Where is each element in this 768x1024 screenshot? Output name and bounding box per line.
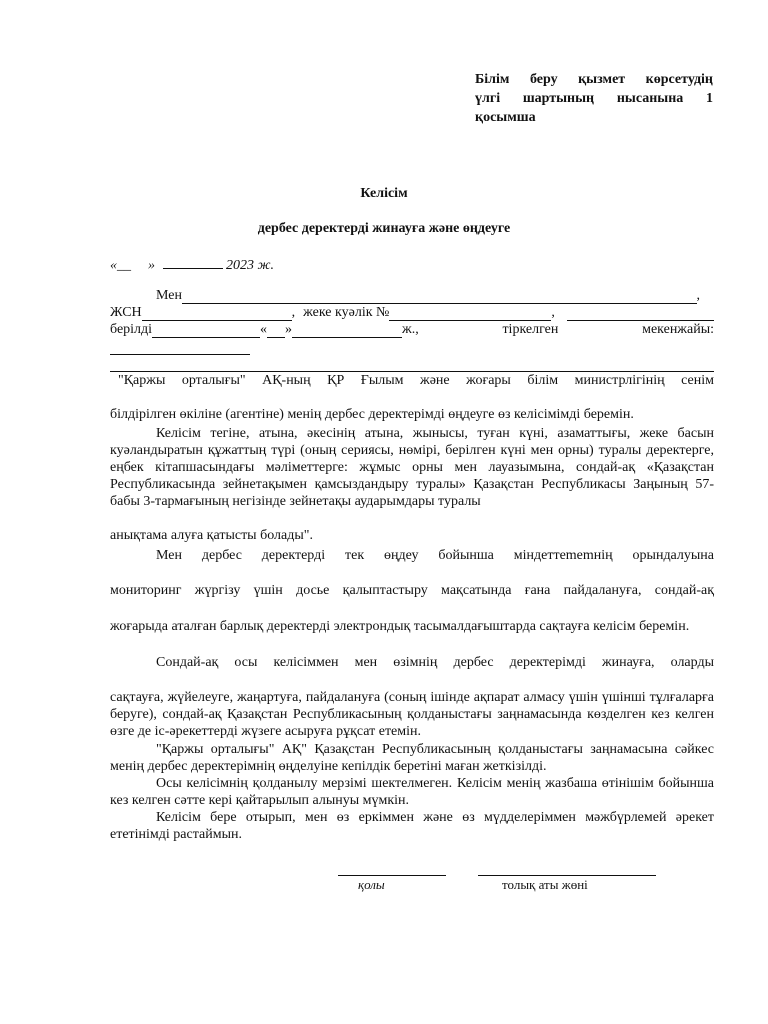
date-close: »: [148, 258, 155, 273]
address-label: мекенжайы:: [642, 322, 714, 337]
personal-form: [110, 287, 714, 372]
address-line: [110, 338, 714, 355]
paragraph-4-rest: сақтауға, жүйелеуге, жаңартуға, пайдалануға (соның ішінде ақпарат алмасу үшін үшінші тұлғаларға беруге), сондай-ақ Қазақстан Республикасының қолданыстағы заңнамасында көзделген кез келген өзге де іс-әрекеттерді жүзеге асыруға рұқсат етемін.: [110, 690, 714, 739]
address-field-2[interactable]: [110, 359, 714, 372]
iin-line: [110, 304, 714, 321]
i-label: Мен: [156, 288, 182, 303]
paragraph-3-line-2: мониторинг жүргізу үшін досье қалыптастыру мақсатында ғана пайдалануға, сондай-ақ: [110, 583, 714, 598]
paragraph-2: Келісім тегіне, атына, әкесінің атына, жынысы, туған күні, азаматтығы, жеке басын куәландыратын құжаттың түрі (оның сериясы, нөмірі, берілген күні мен орны) туралы деректерге, еңбек кітапшасындағы мәліметтерге: жұмыс орны мен лауазымына, сондай-ақ «Қазақстан Республикасында зейнетақымен қамсыздандыру туралы» Қазақстан Республикасы Заңының 57-бабы 3-тармағының негізінде зейнетақы аударымдары туралы: [110, 426, 714, 509]
comma-2: ,: [291, 305, 296, 320]
paragraph-7: Келісім бере отырып, мен өз еркіммен және өз мүдделеріммен мәжбүрлемей әрекет ететінімді растаймын.: [110, 810, 714, 842]
paragraph-1-line-1: "Қаржы орталығы" АҚ-ның ҚР Ғылым және жоғары білім министрлігінің сенім: [118, 373, 714, 388]
issued-label: берілді: [110, 322, 153, 337]
full-name-label: толық аты жөні: [502, 877, 588, 892]
comma-3: ,: [551, 305, 555, 320]
annex-line-3: қосымша: [475, 110, 536, 125]
document-subtitle: дербес деректерді жинауға және өңдеуге: [257, 221, 511, 236]
paragraph-2-end: анықтама алуға қатысты болады".: [110, 528, 313, 543]
signature-label: қолы: [358, 877, 385, 892]
paragraph-3-line-3: жоғарыда аталған барлық деректерді электрондық тасымалдағыштарда сақтауға келісім беремін.: [110, 619, 690, 634]
paragraph-6: Осы келісімнің қолданылу мерзімі шектелмеген. Келісім менің жазбаша өтінішім бойынша кез келген сәтте кері қайтарылып алынуы мүмкін.: [110, 776, 714, 808]
annex-note: [475, 70, 713, 127]
full-name-field[interactable]: [182, 291, 697, 304]
paragraph-1-line-2: білдірілген өкіліне (агентіне) менің дербес деректерімді өңдеуге өз келісімімді беремін.: [110, 407, 634, 422]
issued-by-field[interactable]: [152, 325, 260, 338]
address-field[interactable]: [110, 342, 250, 355]
signature-field[interactable]: [338, 874, 446, 876]
paragraph-5: "Қаржы орталығы" АҚ" Қазақстан Республикасының қолданыстағы заңнамасына сәйкес менің дербес деректерімнің өңделуіне кепілдік беретіні маған жеткізілді.: [110, 742, 714, 774]
iin-field[interactable]: [142, 308, 292, 321]
name-line: [110, 287, 714, 304]
date-month-blank[interactable]: [163, 256, 223, 269]
date-open: «__: [110, 258, 131, 273]
iin-label: ЖСН: [110, 305, 142, 320]
issued-day-field[interactable]: [267, 325, 285, 338]
address-line-2: [110, 355, 714, 372]
annex-line-1: Білім беру қызмет көрсетудің: [475, 72, 713, 87]
paragraph-3-line-1: Мен дербес деректерді тек өңдеу бойынша міндеттememнің орындалуына: [156, 548, 714, 563]
issued-quote-open: «: [260, 322, 268, 337]
date-year: 2023 ж.: [226, 258, 275, 273]
issued-quote-close: »: [285, 322, 293, 337]
comma-1: ,: [696, 288, 700, 303]
issued-line: [110, 321, 714, 338]
document-title: Келісім: [360, 186, 408, 201]
paragraph-4-line-1: Сондай-ақ осы келісіммен мен өзімнің дербес деректерімді жинауға, оларды: [156, 655, 714, 670]
registered-label: тіркелген: [502, 322, 559, 337]
issued-year-suffix: ж.,: [402, 322, 419, 337]
issued-month-field[interactable]: [292, 325, 402, 338]
annex-line-2: үлгі шартының нысанына 1: [475, 91, 713, 106]
id-label: жеке куәлік №: [303, 305, 390, 320]
date-line: [110, 256, 274, 274]
id-number-field[interactable]: [389, 308, 551, 321]
full-name-signature-field[interactable]: [478, 874, 656, 876]
id-extra-field[interactable]: [567, 308, 714, 321]
